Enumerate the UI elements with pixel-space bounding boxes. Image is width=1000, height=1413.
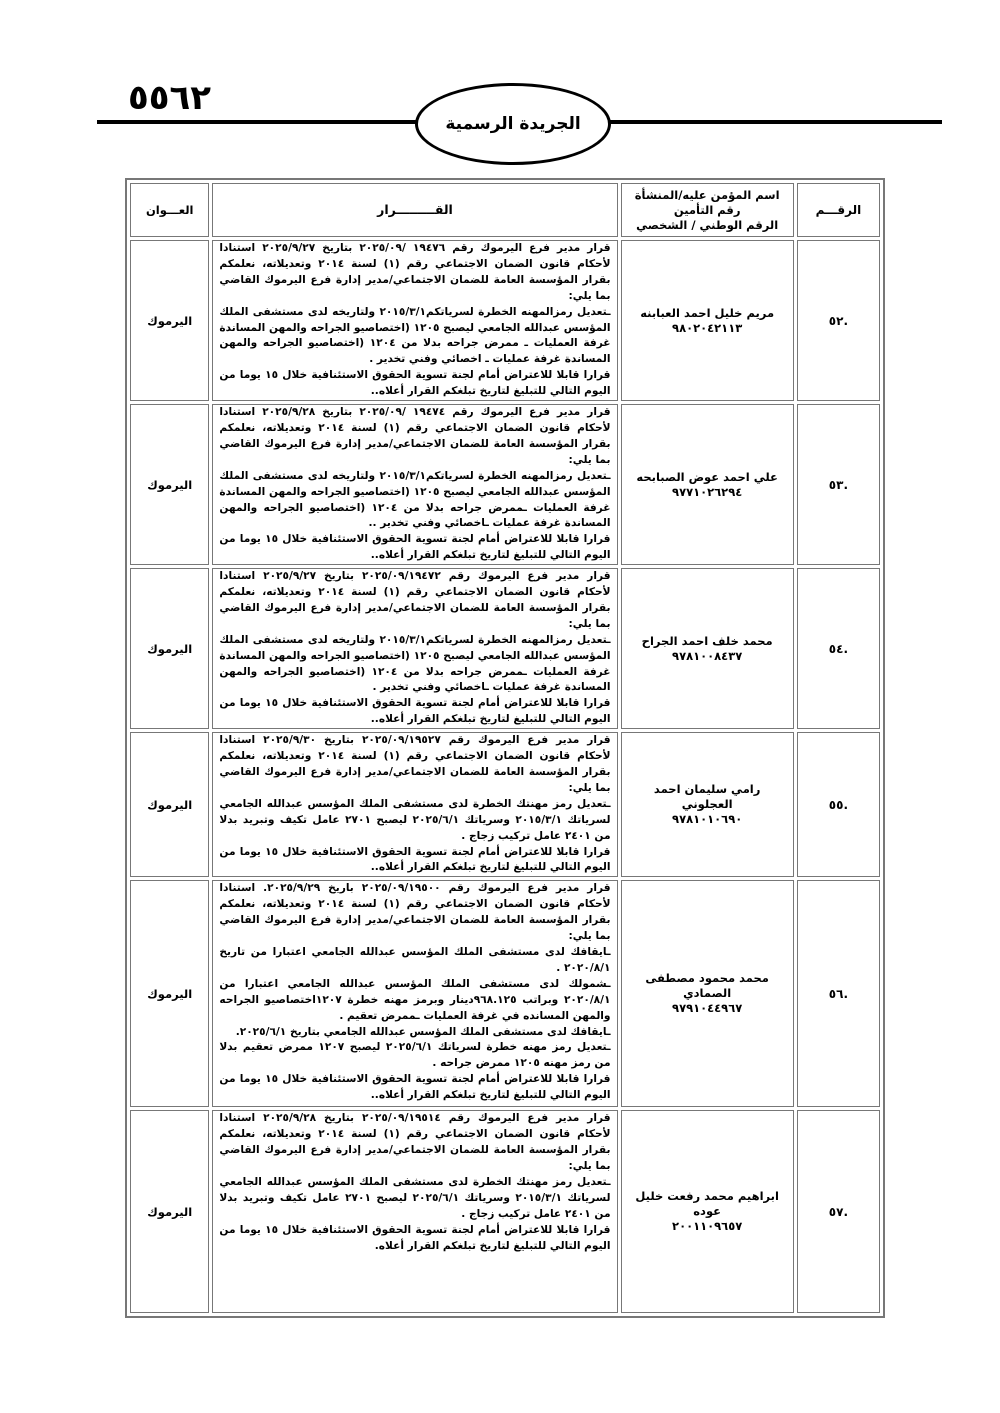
insured-cell	[621, 880, 794, 1107]
row-number: .٥٢	[797, 240, 880, 401]
decision-paragraph: ـتعديل رمز مهنه خطرة لسرياتك ٢٠٢٥/٦/١ ليصبح ١٢٠٧ ممرض تعقيم بدلا من رمز مهنه ١٢٠٥ ممرض جراحه .	[219, 1041, 611, 1070]
row-number: .٥٤	[797, 568, 880, 729]
decision-paragraph: ـتعديل رمز مهنتك الخطرة لدى مستشفى الملك المؤسس عبدالله الجامعي لسرياتك ٢٠١٥/٣/١ وسرياتك ٢٠٢٥/٦/١ ليصبح ٢٧٠١ عامل تكيف وتبريد بدلا من ٢٤٠١ عامل تركيب زجاج .	[219, 797, 611, 842]
decision-paragraph: قرارا قابلا للاعتراض أمام لجنة تسوية الحقوق الاستئنافية خلال ١٥ يوما من اليوم التالي للتبليغ لتاريخ تبلغكم القرار أعلاه.	[219, 1223, 611, 1252]
address: اليرموك	[130, 732, 209, 877]
insured-cell	[621, 1110, 794, 1313]
decisions-table	[125, 178, 885, 1318]
header-decision: القـــــــــرار	[212, 183, 617, 237]
row-number: .٥٣	[797, 404, 880, 565]
page-number: ٥٥٦٢	[128, 78, 212, 118]
decision-paragraph: ـتعديل رمزالمهنه الخطرة لسرياتكم٢٠١٥/٣/١ ولتاريخه لدى مستشفى الملك المؤسس عبدالله الجامعي ليصبح ١٢٠٥ (اختصاصيو الجراحه والمهن المساندة غرفة العمليات ـممرض جراحه بدلا من ١٢٠٤ (اختصاصيو الجراحه والمهن المساندة غرفة عمليات ـاخصائي وفني تخدير ..	[219, 469, 611, 530]
address: اليرموك	[130, 240, 209, 401]
decision-paragraph: ـتعديل رمز مهنتك الخطرة لدى مستشفى الملك المؤسس عبدالله الجامعي لسرياتك ٢٠١٥/٣/١ وسرياتك ٢٠٢٥/٦/١ ليصبح ٢٧٠١ عامل تكيف وتبريد بدلا من ٢٤٠١ عامل تركيب زجاج .	[219, 1175, 611, 1220]
insured-id: ٩٧٨١٠٠٨٤٣٧	[672, 648, 743, 663]
decision-cell	[212, 568, 617, 729]
decision-paragraph: ـتعديل رمزالمهنه الخطرة لسرياتكم٢٠١٥/٣/١ ولتاريخه لدى مستشفى الملك المؤسس عبدالله الجامعي ليصبح ١٢٠٥ (اختصاصيو الجراحه والمهن المساندة غرفة العمليات ـ ممرض جراحه بدلا من ١٢٠٤ (اختصاصيو الجراحه والمهن المساندة غرفة عمليات ـ اخصائي وفني تخدير .	[219, 305, 611, 366]
decision-paragraph: قرارا قابلا للاعتراض أمام لجنة تسوية الحقوق الاستئنافية خلال ١٥ يوما من اليوم التالي للتبليغ لتاريخ تبلغكم القرار أعلاه..	[219, 697, 611, 726]
insured-cell	[621, 732, 794, 877]
header-name-line: رقم التأمين	[673, 202, 741, 217]
insured-name: رامي سليمان احمد العجلوني	[653, 782, 761, 812]
row-number: .٥٥	[797, 732, 880, 877]
decision-paragraph: قرارا قابلا للاعتراض أمام لجنة تسوية الحقوق الاستئنافية خلال ١٥ يوما من اليوم التالي للتبليغ لتاريخ تبلغكم القرار أعلاه..	[219, 845, 611, 874]
decision-paragraph: قرارا قابلا للاعتراض أمام لجنة تسوية الحقوق الاستئنافية خلال ١٥ يوما من اليوم التالي للتبليغ لتاريخ تبلغكم القرار أعلاه..	[219, 369, 611, 398]
header-number: الرقـــم	[797, 183, 880, 237]
table-row	[130, 880, 880, 1107]
address: اليرموك	[130, 880, 209, 1107]
table-row	[130, 240, 880, 401]
insured-id: ٩٧٧١٠٢٦٢٩٤	[672, 484, 743, 499]
insured-name: ابراهيم محمد رفعت خليل عوده	[635, 1189, 779, 1219]
insured-id: ٩٧٨١٠١٠٦٩٠	[672, 812, 743, 827]
decision-paragraph: قرارا قابلا للاعتراض أمام لجنة تسوية الحقوق الاستئنافية خلال ١٥ يوما من اليوم التالي للتبليغ لتاريخ تبلغكم القرار أعلاه..	[219, 533, 611, 562]
row-number: .٥٦	[797, 880, 880, 1107]
table-row	[130, 404, 880, 565]
decision-paragraph: ـايقافك لدى مستشفى الملك المؤسس عبدالله الجامعي بتاريخ ٢٠٢٥/٦/١.	[235, 1025, 611, 1038]
decision-cell	[212, 732, 617, 877]
decision-paragraph: ـتعديل رمزالمهنه الخطرة لسرياتكم٢٠١٥/٣/١ ولتاريخه لدى مستشفى الملك المؤسس عبدالله الجامعي ليصبح ١٢٠٥ (اختصاصيو الجراحه والمهن المساندة غرفة العمليات ـممرض جراحه بدلا من ١٢٠٤ (اختصاصيو الجراحه والمهن المساندة غرفة عمليات ـاخصائي وفني تخدير .	[219, 633, 611, 694]
decision-cell	[212, 880, 617, 1107]
decision-paragraph: ـشمولك لدى مستشفى الملك المؤسس عبدالله الجامعي اعتبارا من ٢٠٢٠/٨/١ وبراتب ٩٦٨.١٢٥دينار وبرمز مهنه خطرة ١٢٠٧اختصاصيو الجراحه والمهن المسانده في غرفة العمليات ـممرض تعقيم .	[219, 977, 611, 1022]
table-row	[130, 568, 880, 729]
decision-cell	[212, 240, 617, 401]
header-name	[621, 183, 794, 237]
insured-id: ٢٠٠١١٠٩٦٥٧	[672, 1219, 743, 1234]
insured-id: ٩٧٩١٠٤٤٩٦٧	[672, 1001, 743, 1016]
decision-paragraph: قرار مدير فرع اليرموك رقم ١٩٤٧٦ /٢٠٢٥/٠٩ بتاريخ ٢٠٢٥/٩/٢٧ استنادا لأحكام قانون الضمان الاجتماعي رقم (١) لسنة ٢٠١٤ وتعديلاته، نعلمكم بقرار المؤسسة العامة للضمان الاجتماعي/مدير إدارة فرع اليرموك القاضي بما يلي:	[219, 242, 611, 302]
address: اليرموك	[130, 404, 209, 565]
decision-paragraph: قرار مدير فرع اليرموك رقم ٢٠٢٥/٠٩/١٩٥٠٠ باريخ ٢٠٢٥/٩/٢٩. استنادا لأحكام قانون الضمان الاجتماعي رقم (١) لسنة ٢٠١٤ وتعديلاته، نعلمكم بقرار المؤسسة العامة للضمان الاجتماعي/مدير إدارة فرع اليرموك القاضي بما يلي:	[219, 882, 611, 943]
address: اليرموك	[130, 1110, 209, 1313]
header-address: العـــوان	[130, 183, 209, 237]
decision-paragraph: قرار مدير فرع اليرموك رقم ٢٠٢٥/٠٩/١٩٥١٤ بتاريخ ٢٠٢٥/٩/٢٨ استنادا لأحكام قانون الضمان الاجتماعي رقم (١) لسنة ٢٠١٤ وتعديلاته، نعلمكم بقرار المؤسسة العامة للضمان الاجتماعي/مدير إدارة فرع اليرموك القاضي بما يلي:	[219, 1112, 611, 1173]
insured-name: علي احمد عوض الصبابحه	[636, 469, 778, 484]
decision-paragraph: قرار مدير فرع اليرموك رقم ٢٠٢٥/٠٩/١٩٤٧٢ بتاريخ ٢٠٢٥/٩/٢٧ استنادا لأحكام قانون الضمان الاجتماعي رقم (١) لسنة ٢٠١٤ وتعديلاته، نعلمكم بقرار المؤسسة العامة للضمان الاجتماعي/مدير إدارة فرع اليرموك القاضي بما يلي:	[219, 570, 611, 630]
decision-cell	[212, 1110, 617, 1313]
table-row	[130, 1110, 880, 1313]
table-row	[130, 732, 880, 877]
row-number: .٥٧	[797, 1110, 880, 1313]
insured-cell	[621, 568, 794, 729]
insured-cell	[621, 240, 794, 401]
insured-name: محمد خلف احمد الجراح	[641, 633, 773, 648]
gazette-title: الجريدة الرسمية	[415, 83, 611, 165]
table-header-row	[130, 183, 880, 237]
decision-paragraph: قرار مدير فرع اليرموك رقم ١٩٤٧٤ /٢٠٢٥/٠٩ بتاريخ ٢٠٢٥/٩/٢٨ استنادا لأحكام قانون الضمان الاجتماعي رقم (١) لسنة ٢٠١٤ وتعديلاته، نعلمكم بقرار المؤسسة العامة للضمان الاجتماعي/مدير إدارة فرع اليرموك القاضي بما يلي:	[219, 406, 611, 466]
insured-id: ٩٨٠٢٠٤٢١١٣	[672, 320, 743, 335]
header-name-line: اسم المؤمن عليه/المنشأة	[634, 187, 780, 202]
insured-cell	[621, 404, 794, 565]
header-name-line: الرقم الوطني / الشخصي	[636, 217, 779, 232]
address: اليرموك	[130, 568, 209, 729]
insured-name: مريم خليل احمد العبابنه	[640, 305, 775, 320]
decision-paragraph: قرار مدير فرع اليرموك رقم ٢٠٢٥/٠٩/١٩٥٢٧ بتاريخ ٢٠٢٥/٩/٣٠ استنادا لأحكام قانون الضمان الاجتماعي رقم (١) لسنة ٢٠١٤ وتعديلاته، نعلمكم بقرار المؤسسة العامة للضمان الاجتماعي/مدير إدارة فرع اليرموك القاضي بما يلي:	[219, 734, 611, 794]
decision-paragraph: ـايقافك لدى مستشفى الملك المؤسس عبدالله الجامعي اعتبارا من تاريخ ٢٠٢٠/٨/١ .	[219, 945, 611, 974]
decision-paragraph: قرارا قابلا للاعتراض أمام لجنة تسوية الحقوق الاستئنافية خلال ١٥ يوما من اليوم التالي للتبليغ لتاريخ تبلغكم القرار أعلاه..	[219, 1073, 611, 1102]
insured-name: محمد محمود مصطفى الصمادي	[645, 971, 769, 1001]
decision-cell	[212, 404, 617, 565]
